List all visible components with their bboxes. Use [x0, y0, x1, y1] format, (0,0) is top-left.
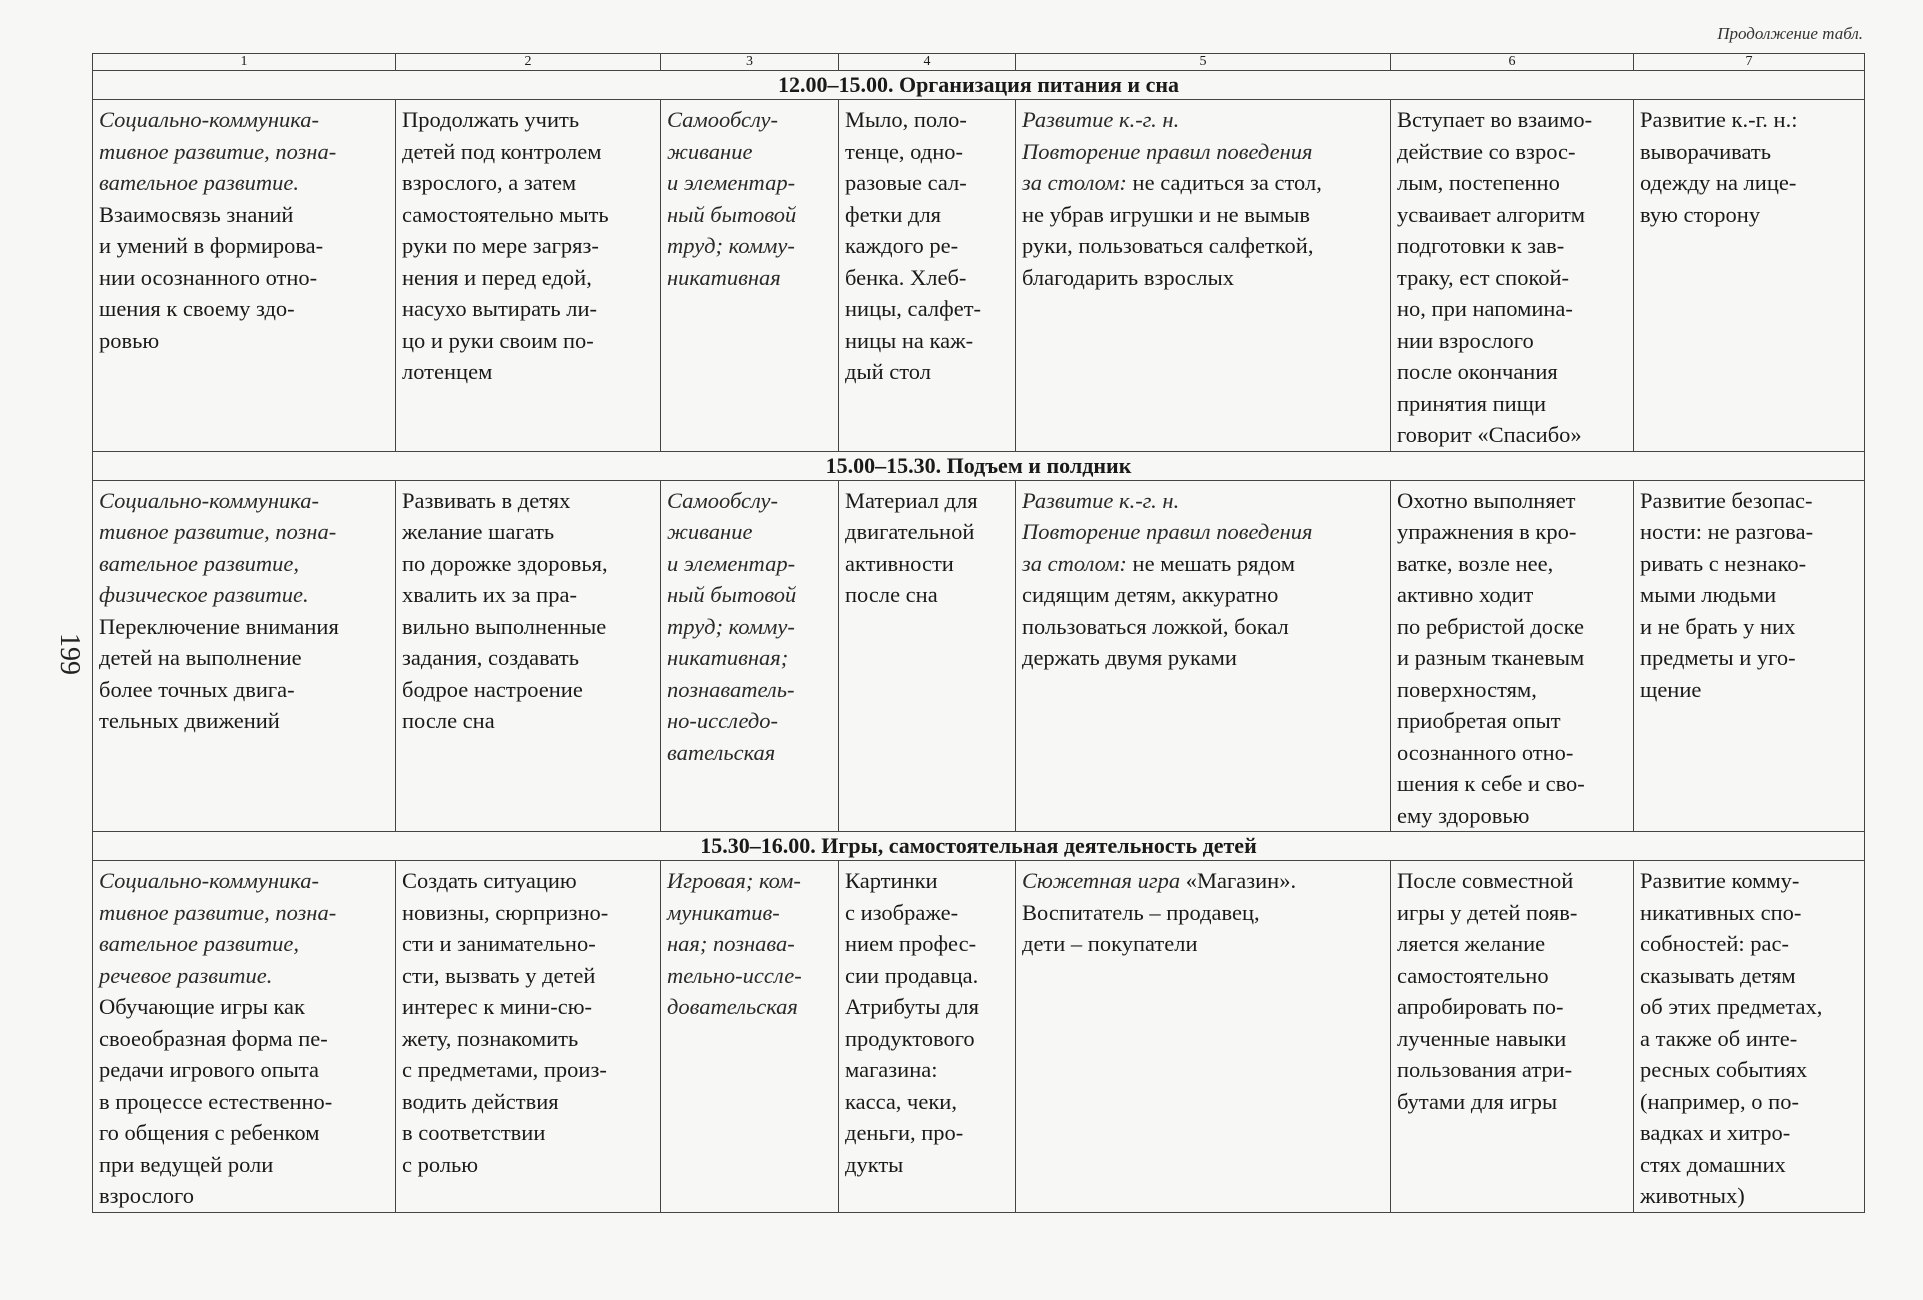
content-text: не мешать рядом сидящим детям, аккуратно пользоваться ложкой, бокал держать двумя руками [1022, 550, 1295, 671]
schedule-table [92, 53, 1865, 1213]
cell-activity-type: Игровая; ком- муникатив- ная; познава- тельно-иссле- довательская [661, 861, 839, 1213]
educational-area-label: Социально-коммуника- тивное развитие, позна- вательное развитие, речевое развитие. [99, 868, 337, 988]
column-number: 7 [1634, 54, 1865, 71]
table-row [93, 861, 1865, 1213]
cell-materials: Мыло, поло- тенце, одно- разовые сал- фетки для каждого ре- бенка. Хлеб- ницы, салфет- ницы на каж- дый стол [839, 100, 1016, 452]
cell-development: Развитие безопас- ности: не разгова- ривать с незнако- мыми людьми и не брать у них предметы и уго- щение [1634, 480, 1865, 832]
cell-activity-type: Самообслу- живание и элементар- ный бытовой труд; комму- никативная; познаватель- но-исследо- вательская [661, 480, 839, 832]
column-number: 4 [839, 54, 1016, 71]
section-title: 12.00–15.00. Организация питания и сна [93, 71, 1865, 100]
page-number: 199 [54, 633, 85, 675]
column-number: 5 [1016, 54, 1391, 71]
cell-tasks: Создать ситуацию новизны, сюрпризно- сти и занимательно- сти, вызвать у детей интерес к мини-сю- жету, познакомить с предметами, произ- водить действия в соответствии с ролью [396, 861, 661, 1213]
cell-content [1016, 861, 1391, 1213]
column-number: 3 [661, 54, 839, 71]
column-number: 1 [93, 54, 396, 71]
educational-area-text: Взаимосвязь знаний и умений в формирова- нии осознанного отно- шения к своему здо- ровью [99, 201, 324, 353]
educational-area-text: Обучающие игры как своеобразная форма пе- редачи игрового опыта в процессе естественно- го общения с ребенком при ведущей роли взрослого [99, 994, 333, 1209]
section-title: 15.00–15.30. Подъем и полдник [93, 451, 1865, 480]
educational-area-text: Переключение внимания детей на выполнение более точных двига- тельных движений [99, 613, 339, 734]
section-header-row [93, 832, 1865, 861]
cell-educational-area [93, 861, 396, 1213]
column-number: 2 [396, 54, 661, 71]
content-text: «Магазин». Воспитатель – продавец, дети – покупатели [1022, 868, 1297, 957]
cell-content [1016, 480, 1391, 832]
cell-outcomes: Охотно выполняет упражнения в кро- ватке, возле нее, активно ходит по ребристой доске и разным тканевым поверхностям, приобретая опыт осознанного отно- шения к себе и сво- ему здоровью [1391, 480, 1634, 832]
content-label: Развитие к.-г. н. Повторение правил поведения за столом: [1022, 107, 1313, 195]
cell-materials: Картинки с изображе- нием профес- сии продавца. Атрибуты для продуктового магазина: касса, чеки, деньги, про- дукты [839, 861, 1016, 1213]
content-text: не садиться за стол, не убрав игрушки и не вымыв руки, пользоваться салфеткой, благодарить взрослых [1022, 170, 1322, 290]
column-number: 6 [1391, 54, 1634, 71]
table-row [93, 480, 1865, 832]
table-row [93, 100, 1865, 452]
cell-outcomes: Вступает во взаимо- действие со взрос- лым, постепенно усваивает алгоритм подготовки к зав- траку, ест спокой- но, при напомина- нии взрослого после окончания принятия пищи говорит «Спасибо» [1391, 100, 1634, 452]
content-label: Сюжетная игра [1022, 868, 1181, 894]
cell-educational-area [93, 100, 396, 452]
cell-activity-type: Самообслу- живание и элементар- ный бытовой труд; комму- никативная [661, 100, 839, 452]
educational-area-label: Социально-коммуника- тивное развитие, позна- вательное развитие, физическое развитие. [99, 487, 337, 608]
cell-tasks: Развивать в детях желание шагать по дорожке здоровья, хвалить их за пра- вильно выполненные задания, создавать бодрое настроение после сна [396, 480, 661, 832]
cell-content [1016, 100, 1391, 452]
cell-tasks: Продолжать учить детей под контролем взрослого, а затем самостоятельно мыть руки по мере загряз- нения и перед едой, насухо вытирать ли- цо и руки своим по- лотенцем [396, 100, 661, 452]
cell-outcomes: После совместной игры у детей появ- ляется желание самостоятельно апробировать по- лученные навыки пользования атри- бутами для игры [1391, 861, 1634, 1213]
cell-development: Развитие к.-г. н.: выворачивать одежду на лице- вую сторону [1634, 100, 1865, 452]
educational-area-label: Социально-коммуника- тивное развитие, позна- вательное развитие. [99, 107, 337, 195]
column-number-row [93, 54, 1865, 71]
content-label: Развитие к.-г. н. Повторение правил поведения за столом: [1022, 487, 1313, 576]
section-header-row [93, 451, 1865, 480]
section-header-row [93, 71, 1865, 100]
cell-development: Развитие комму- никативных спо- собностей: рас- сказывать детям об этих предметах, а также об инте- ресных событиях (например, о по- вадках и хитро- стях домашних животных) [1634, 861, 1865, 1213]
cell-materials: Материал для двигательной активности после сна [839, 480, 1016, 832]
continuation-label: Продолжение табл. [1717, 24, 1863, 43]
cell-educational-area [93, 480, 396, 832]
section-title: 15.30–16.00. Игры, самостоятельная деятельность детей [93, 832, 1865, 861]
